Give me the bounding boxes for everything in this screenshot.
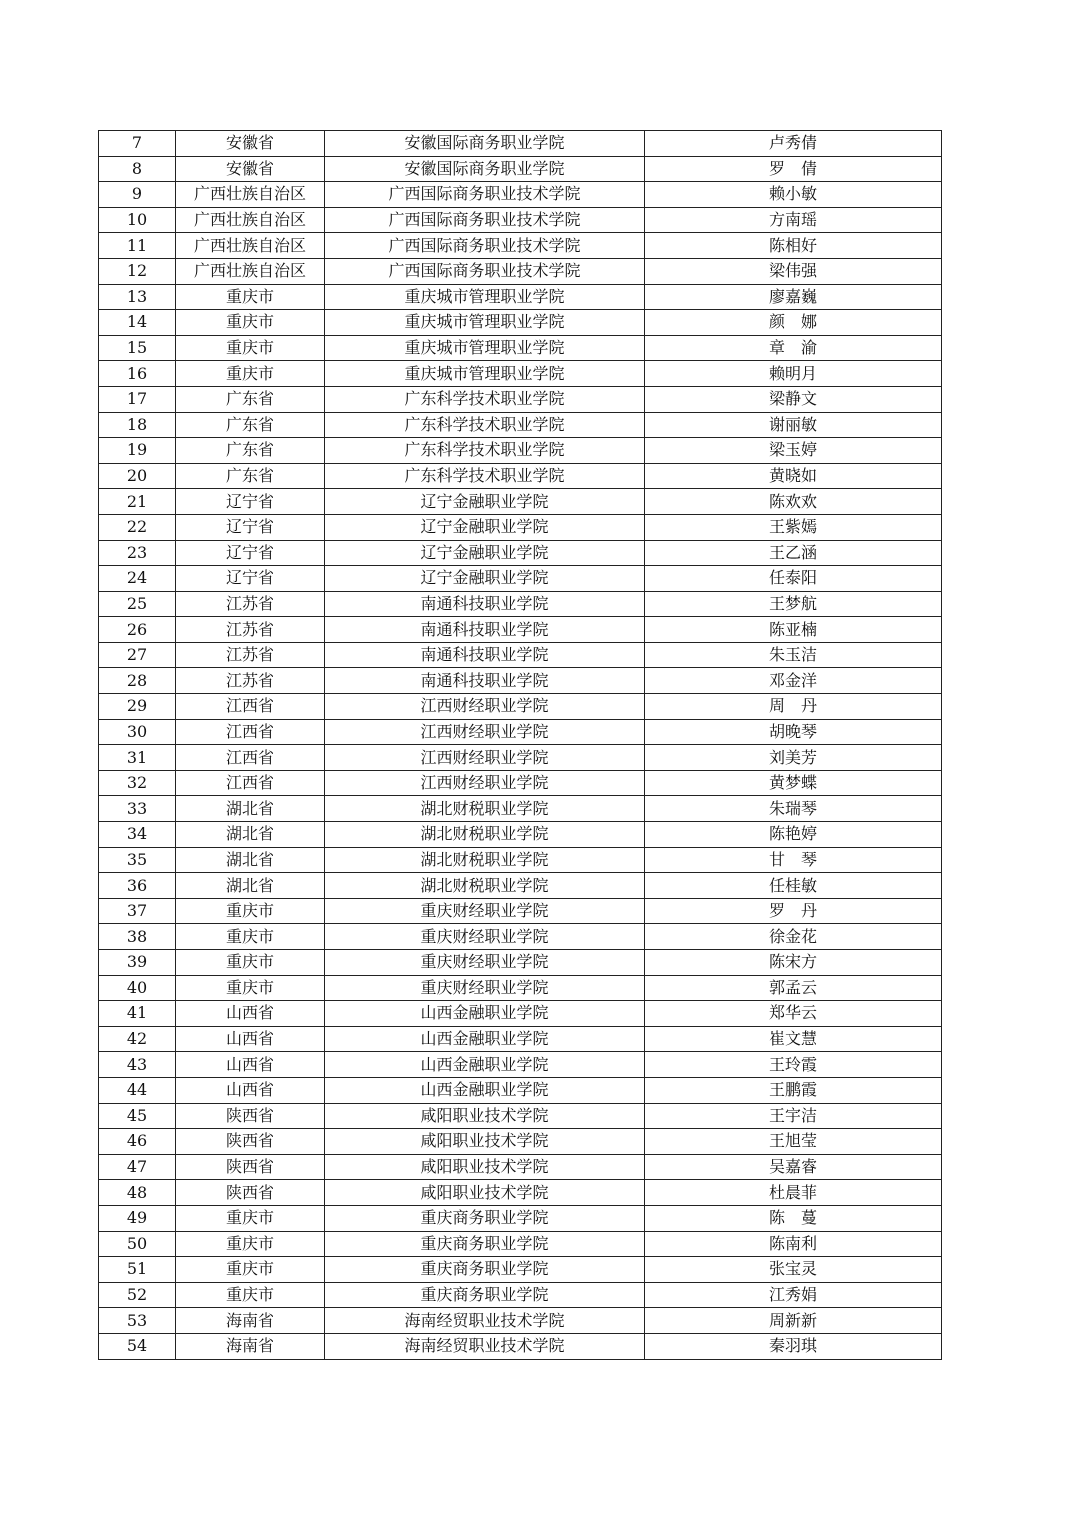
school-cell: 山西金融职业学院 [325,1001,645,1027]
table-row [99,719,942,745]
school-cell: 湖北财税职业学院 [325,847,645,873]
table-row [99,591,942,617]
row-number-cell: 17 [99,386,176,412]
table-row [99,1103,942,1129]
table-row [99,1052,942,1078]
province-cell: 湖北省 [176,822,325,848]
table-row [99,873,942,899]
province-cell: 广东省 [176,412,325,438]
table-row [99,822,942,848]
student-name-cell: 崔文慧 [645,1026,942,1052]
school-cell: 重庆城市管理职业学院 [325,335,645,361]
province-cell: 广西壮族自治区 [176,207,325,233]
table-row [99,950,942,976]
table-row [99,489,942,515]
province-cell: 重庆市 [176,924,325,950]
province-cell: 山西省 [176,1026,325,1052]
row-number-cell: 18 [99,412,176,438]
student-name-cell: 颜 娜 [645,310,942,336]
province-cell: 海南省 [176,1308,325,1334]
row-number-cell: 26 [99,617,176,643]
table-row [99,182,942,208]
row-number-cell: 15 [99,335,176,361]
province-cell: 辽宁省 [176,514,325,540]
table-row [99,258,942,284]
student-name-cell: 王玲霞 [645,1052,942,1078]
row-number-cell: 8 [99,156,176,182]
province-cell: 重庆市 [176,1231,325,1257]
student-name-cell: 王鹏霞 [645,1077,942,1103]
province-cell: 江西省 [176,719,325,745]
student-name-cell: 罗 丹 [645,898,942,924]
table-row [99,1180,942,1206]
province-cell: 江苏省 [176,642,325,668]
student-name-cell: 吴嘉睿 [645,1154,942,1180]
row-number-cell: 34 [99,822,176,848]
table-row [99,1077,942,1103]
school-cell: 湖北财税职业学院 [325,796,645,822]
student-name-cell: 秦羽琪 [645,1333,942,1359]
school-cell: 南通科技职业学院 [325,591,645,617]
row-number-cell: 52 [99,1282,176,1308]
student-name-cell: 郭孟云 [645,975,942,1001]
province-cell: 广西壮族自治区 [176,233,325,259]
row-number-cell: 27 [99,642,176,668]
table-row [99,438,942,464]
school-cell: 广东科学技术职业学院 [325,438,645,464]
school-cell: 安徽国际商务职业学院 [325,156,645,182]
table-row [99,847,942,873]
row-number-cell: 40 [99,975,176,1001]
school-cell: 南通科技职业学院 [325,617,645,643]
student-name-cell: 周 丹 [645,694,942,720]
province-cell: 湖北省 [176,847,325,873]
province-cell: 山西省 [176,1001,325,1027]
student-name-cell: 邓金洋 [645,668,942,694]
row-number-cell: 11 [99,233,176,259]
school-cell: 广东科学技术职业学院 [325,463,645,489]
school-cell: 重庆财经职业学院 [325,924,645,950]
province-cell: 陕西省 [176,1103,325,1129]
table-row [99,233,942,259]
province-cell: 安徽省 [176,156,325,182]
table-row [99,335,942,361]
school-cell: 山西金融职业学院 [325,1077,645,1103]
table-row [99,1154,942,1180]
student-name-cell: 方南瑶 [645,207,942,233]
row-number-cell: 53 [99,1308,176,1334]
province-cell: 江西省 [176,694,325,720]
student-name-cell: 张宝灵 [645,1257,942,1283]
row-number-cell: 7 [99,131,176,157]
province-cell: 重庆市 [176,898,325,924]
school-cell: 南通科技职业学院 [325,668,645,694]
province-cell: 江西省 [176,770,325,796]
student-name-cell: 王梦航 [645,591,942,617]
student-name-cell: 赖小敏 [645,182,942,208]
province-cell: 陕西省 [176,1154,325,1180]
student-name-cell: 杜晨菲 [645,1180,942,1206]
table-row [99,540,942,566]
student-name-cell: 陈南利 [645,1231,942,1257]
row-number-cell: 14 [99,310,176,336]
table-row [99,1001,942,1027]
student-name-cell: 梁静文 [645,386,942,412]
school-cell: 重庆财经职业学院 [325,898,645,924]
student-name-cell: 陈艳婷 [645,822,942,848]
school-cell: 辽宁金融职业学院 [325,540,645,566]
school-cell: 辽宁金融职业学院 [325,566,645,592]
table-row [99,361,942,387]
province-cell: 辽宁省 [176,489,325,515]
school-cell: 山西金融职业学院 [325,1052,645,1078]
school-cell: 重庆财经职业学院 [325,975,645,1001]
school-cell: 海南经贸职业技术学院 [325,1308,645,1334]
student-name-cell: 陈 蔓 [645,1205,942,1231]
province-cell: 重庆市 [176,1257,325,1283]
province-cell: 广东省 [176,463,325,489]
student-name-cell: 陈宋方 [645,950,942,976]
province-cell: 重庆市 [176,1205,325,1231]
row-number-cell: 46 [99,1129,176,1155]
row-number-cell: 29 [99,694,176,720]
row-number-cell: 19 [99,438,176,464]
province-cell: 重庆市 [176,1282,325,1308]
name-list-table [98,130,942,1360]
school-cell: 重庆商务职业学院 [325,1231,645,1257]
row-number-cell: 31 [99,745,176,771]
row-number-cell: 25 [99,591,176,617]
student-name-cell: 罗 倩 [645,156,942,182]
student-name-cell: 甘 琴 [645,847,942,873]
row-number-cell: 44 [99,1077,176,1103]
student-name-cell: 朱玉洁 [645,642,942,668]
student-name-cell: 陈相好 [645,233,942,259]
province-cell: 重庆市 [176,310,325,336]
row-number-cell: 9 [99,182,176,208]
province-cell: 海南省 [176,1333,325,1359]
row-number-cell: 30 [99,719,176,745]
table-row [99,1129,942,1155]
student-name-cell: 周新新 [645,1308,942,1334]
table-row [99,617,942,643]
school-cell: 重庆城市管理职业学院 [325,310,645,336]
school-cell: 咸阳职业技术学院 [325,1129,645,1155]
province-cell: 江苏省 [176,591,325,617]
row-number-cell: 41 [99,1001,176,1027]
student-name-cell: 王紫嫣 [645,514,942,540]
row-number-cell: 39 [99,950,176,976]
school-cell: 重庆商务职业学院 [325,1205,645,1231]
school-cell: 咸阳职业技术学院 [325,1154,645,1180]
row-number-cell: 37 [99,898,176,924]
table-row [99,1308,942,1334]
school-cell: 广东科学技术职业学院 [325,412,645,438]
province-cell: 辽宁省 [176,566,325,592]
province-cell: 重庆市 [176,361,325,387]
table-row [99,642,942,668]
row-number-cell: 54 [99,1333,176,1359]
row-number-cell: 51 [99,1257,176,1283]
school-cell: 江西财经职业学院 [325,694,645,720]
row-number-cell: 50 [99,1231,176,1257]
student-name-cell: 卢秀倩 [645,131,942,157]
province-cell: 江西省 [176,745,325,771]
province-cell: 广东省 [176,386,325,412]
province-cell: 广西壮族自治区 [176,182,325,208]
table-row [99,386,942,412]
table-row [99,1231,942,1257]
province-cell: 江苏省 [176,617,325,643]
school-cell: 山西金融职业学院 [325,1026,645,1052]
student-name-cell: 朱瑞琴 [645,796,942,822]
row-number-cell: 24 [99,566,176,592]
table-row [99,1257,942,1283]
row-number-cell: 36 [99,873,176,899]
row-number-cell: 35 [99,847,176,873]
province-cell: 山西省 [176,1077,325,1103]
table-row [99,770,942,796]
table-row [99,745,942,771]
row-number-cell: 32 [99,770,176,796]
student-name-cell: 胡晚琴 [645,719,942,745]
student-name-cell: 黄晓如 [645,463,942,489]
province-cell: 安徽省 [176,131,325,157]
student-name-cell: 章 渝 [645,335,942,361]
province-cell: 陕西省 [176,1129,325,1155]
student-name-cell: 王旭莹 [645,1129,942,1155]
table-row [99,463,942,489]
row-number-cell: 43 [99,1052,176,1078]
school-cell: 湖北财税职业学院 [325,873,645,899]
table-row [99,310,942,336]
student-name-cell: 江秀娟 [645,1282,942,1308]
province-cell: 辽宁省 [176,540,325,566]
table-body [99,131,942,1360]
province-cell: 湖北省 [176,873,325,899]
row-number-cell: 28 [99,668,176,694]
table-row [99,156,942,182]
table-row [99,1026,942,1052]
row-number-cell: 13 [99,284,176,310]
school-cell: 江西财经职业学院 [325,770,645,796]
row-number-cell: 48 [99,1180,176,1206]
student-name-cell: 赖明月 [645,361,942,387]
school-cell: 广西国际商务职业技术学院 [325,182,645,208]
student-name-cell: 陈欢欢 [645,489,942,515]
province-cell: 重庆市 [176,284,325,310]
school-cell: 安徽国际商务职业学院 [325,131,645,157]
table-row [99,898,942,924]
table-row [99,924,942,950]
table-row [99,668,942,694]
student-name-cell: 王宇洁 [645,1103,942,1129]
student-name-cell: 陈亚楠 [645,617,942,643]
school-cell: 广东科学技术职业学院 [325,386,645,412]
province-cell: 山西省 [176,1052,325,1078]
student-name-cell: 郑华云 [645,1001,942,1027]
table-row [99,412,942,438]
school-cell: 广西国际商务职业技术学院 [325,258,645,284]
province-cell: 重庆市 [176,975,325,1001]
table-row [99,796,942,822]
student-name-cell: 梁玉婷 [645,438,942,464]
province-cell: 陕西省 [176,1180,325,1206]
table-row [99,207,942,233]
row-number-cell: 22 [99,514,176,540]
table-row [99,566,942,592]
student-name-cell: 徐金花 [645,924,942,950]
school-cell: 重庆城市管理职业学院 [325,284,645,310]
student-name-cell: 任泰阳 [645,566,942,592]
table-row [99,131,942,157]
school-cell: 南通科技职业学院 [325,642,645,668]
row-number-cell: 38 [99,924,176,950]
school-cell: 重庆财经职业学院 [325,950,645,976]
row-number-cell: 10 [99,207,176,233]
row-number-cell: 33 [99,796,176,822]
row-number-cell: 12 [99,258,176,284]
table-row [99,1282,942,1308]
school-cell: 广西国际商务职业技术学院 [325,207,645,233]
student-name-cell: 刘美芳 [645,745,942,771]
student-name-cell: 黄梦蝶 [645,770,942,796]
row-number-cell: 21 [99,489,176,515]
row-number-cell: 23 [99,540,176,566]
table-row [99,514,942,540]
province-cell: 湖北省 [176,796,325,822]
row-number-cell: 49 [99,1205,176,1231]
row-number-cell: 20 [99,463,176,489]
row-number-cell: 42 [99,1026,176,1052]
province-cell: 广东省 [176,438,325,464]
province-cell: 重庆市 [176,335,325,361]
table-row [99,975,942,1001]
province-cell: 江苏省 [176,668,325,694]
row-number-cell: 16 [99,361,176,387]
school-cell: 重庆商务职业学院 [325,1282,645,1308]
student-name-cell: 廖嘉巍 [645,284,942,310]
school-cell: 湖北财税职业学院 [325,822,645,848]
school-cell: 海南经贸职业技术学院 [325,1333,645,1359]
school-cell: 重庆商务职业学院 [325,1257,645,1283]
school-cell: 咸阳职业技术学院 [325,1180,645,1206]
student-name-cell: 梁伟强 [645,258,942,284]
school-cell: 辽宁金融职业学院 [325,514,645,540]
school-cell: 江西财经职业学院 [325,719,645,745]
row-number-cell: 47 [99,1154,176,1180]
table-row [99,1205,942,1231]
table-row [99,1333,942,1359]
school-cell: 咸阳职业技术学院 [325,1103,645,1129]
student-name-cell: 谢丽敏 [645,412,942,438]
school-cell: 江西财经职业学院 [325,745,645,771]
student-name-cell: 任桂敏 [645,873,942,899]
school-cell: 广西国际商务职业技术学院 [325,233,645,259]
province-cell: 重庆市 [176,950,325,976]
table-row [99,694,942,720]
row-number-cell: 45 [99,1103,176,1129]
school-cell: 辽宁金融职业学院 [325,489,645,515]
student-name-cell: 王乙涵 [645,540,942,566]
table-row [99,284,942,310]
province-cell: 广西壮族自治区 [176,258,325,284]
school-cell: 重庆城市管理职业学院 [325,361,645,387]
